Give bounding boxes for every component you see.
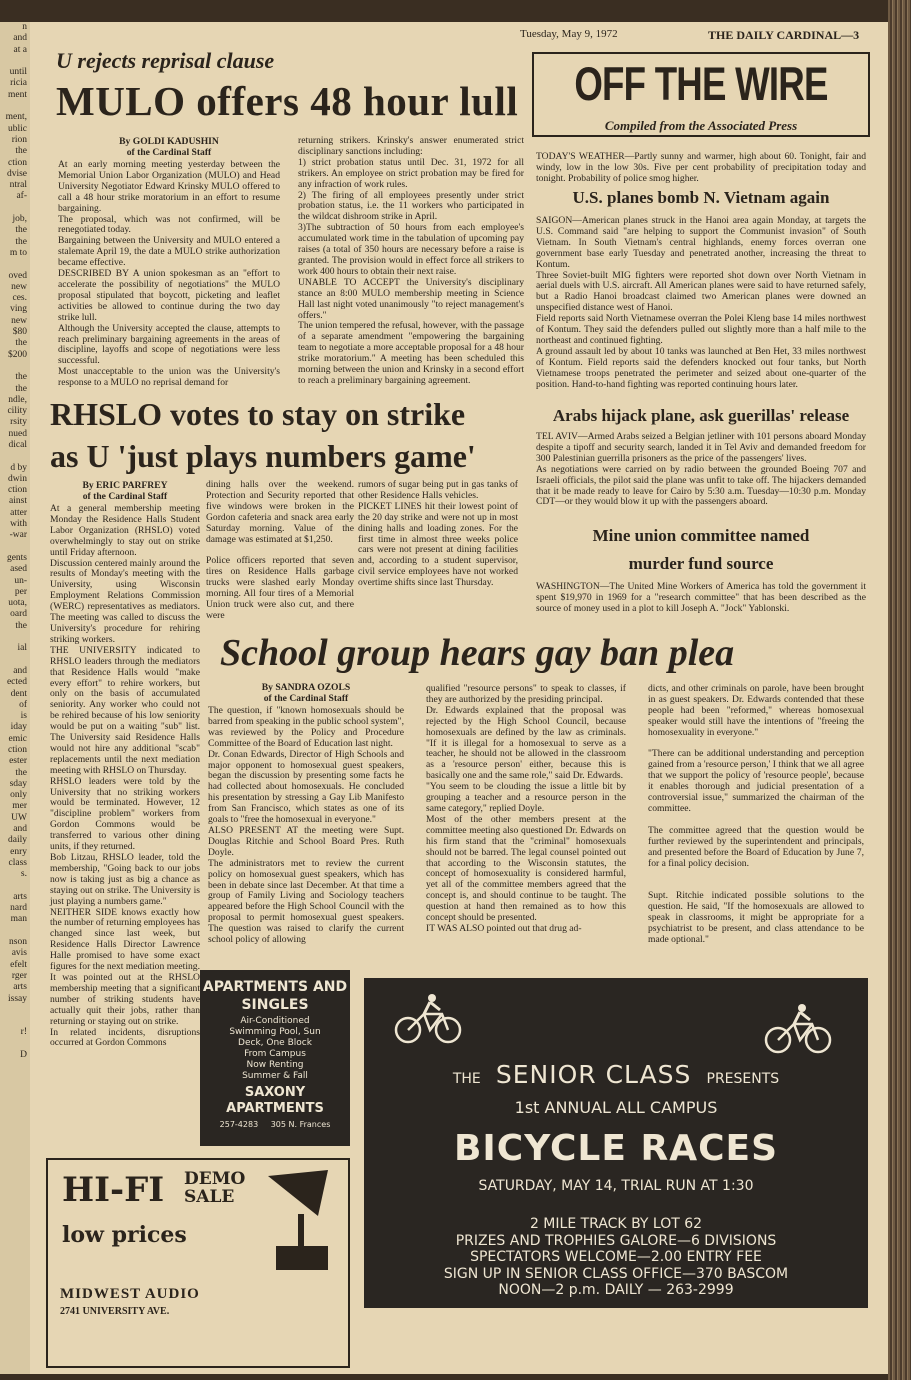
apartments-feature-line: Deck, One Block — [238, 1038, 312, 1048]
gay-column-1 — [208, 682, 404, 946]
strip-fragment: n — [22, 22, 27, 32]
strip-fragment: with — [10, 519, 27, 530]
hifi-demo: DEMO — [184, 1169, 246, 1189]
bicycle-date: SATURDAY, MAY 14, TRIAL RUN AT 1:30 — [478, 1178, 754, 1194]
strip-fragment: avis — [11, 948, 27, 959]
strip-fragment: until — [9, 67, 27, 78]
strip-fragment: ublic — [8, 123, 27, 134]
hifi-ad — [46, 1158, 350, 1368]
cyclist-icon-left — [394, 992, 464, 1044]
strip-fragment: new — [11, 281, 27, 292]
rhslo-text-2: dining halls over the weekend. Protection and Security reported that five windows were broken in the Gordon cafeteria and snack area early Saturday morning. Value of the damage was estimated at $1,250. Police officers reported that seven tires on Residence Halls garbage trucks were slashed early Monday morning. All four tires of a Memorial Union truck were also cut, and there were — [206, 479, 354, 621]
bicycle-line-1: 2 MILE TRACK BY LOT 62 — [529, 1216, 703, 1232]
left-page-edge-strip — [0, 22, 30, 1374]
strip-fragment: mer — [12, 801, 27, 812]
strip-fragment: ricia — [10, 78, 27, 89]
apartments-name: SAXONY APARTMENTS — [226, 1085, 324, 1116]
strip-fragment: af- — [16, 191, 27, 202]
apartments-phone: 257-4283 — [219, 1120, 259, 1129]
strip-fragment: d by — [10, 462, 27, 473]
apartments-ad — [200, 970, 350, 1146]
bicycle-presenter: SENIOR CLASS — [495, 1060, 692, 1089]
hijack-headline: Arabs hijack plane, ask guerillas' release — [552, 406, 850, 425]
strip-fragment: the — [15, 383, 27, 394]
strip-fragment — [0, 655, 30, 666]
strip-fragment: m to — [9, 247, 27, 258]
gay-byline: By SANDRA OZOLS of the Cardinal Staff — [261, 682, 351, 704]
hifi-title: HI-FI — [62, 1170, 165, 1210]
apartments-features — [200, 1016, 350, 1082]
strip-fragment: s. — [20, 869, 27, 880]
strip-fragment: only — [10, 790, 27, 801]
gay-ban-headline: School group hears gay ban plea — [220, 632, 735, 674]
issue-date: Tuesday, May 9, 1972 — [520, 28, 618, 40]
mulo-headline: MULO offers 48 hour lull — [56, 78, 519, 124]
strip-fragment: iday — [10, 722, 27, 733]
strip-fragment: at a — [13, 44, 27, 55]
strip-fragment: nued — [8, 428, 27, 439]
rhslo-byline: By ERIC PARFREY of the Cardinal Staff — [82, 480, 168, 502]
off-the-wire-box — [532, 52, 870, 137]
strip-fragment — [0, 101, 30, 112]
bicycle-title: BICYCLE RACES — [453, 1128, 779, 1169]
mulo-kicker: U rejects reprisal clause — [56, 48, 275, 73]
strip-fragment: new — [11, 315, 27, 326]
bicycle-line-3: SPECTATORS WELCOME—2.00 ENTRY FEE — [470, 1249, 762, 1265]
strip-fragment: dical — [8, 439, 27, 450]
off-the-wire-subtitle: Compiled from the Associated Press — [604, 118, 798, 133]
strip-fragment: ntral — [9, 180, 27, 191]
strip-fragment: enry — [10, 846, 27, 857]
strip-fragment: rsity — [10, 417, 27, 428]
strip-fragment: dvise — [6, 168, 27, 179]
hifi-address: 2741 UNIVERSITY AVE. — [60, 1306, 170, 1317]
strip-fragment: cility — [7, 406, 27, 417]
strip-fragment: is — [20, 711, 27, 722]
apartments-feature-line: From Campus — [244, 1049, 306, 1059]
strip-fragment: ment, — [5, 112, 27, 123]
mulo-column-2 — [298, 136, 524, 387]
strip-fragment: un- — [14, 575, 27, 586]
strip-fragment: ction — [8, 485, 27, 496]
strip-fragment — [0, 632, 30, 643]
off-the-wire-title: OFF THE WIRE — [574, 57, 828, 110]
strip-fragment — [0, 203, 30, 214]
strip-fragment: the — [15, 146, 27, 157]
rhslo-text-3: rumors of sugar being put in gas tanks of other Residence Halls vehicles. PICKET LINES hit their lowest point of the 20 day strike and were not up in most dining halls and loading zones. For the first time in almost three weeks police cars were not present at dining facilities and, according to a student supervisor, civil service employees have not worked overtime shifts since last Thursday. — [358, 479, 518, 589]
strip-fragment — [0, 881, 30, 892]
bicycle-races-ad — [364, 978, 868, 1308]
strip-fragment: the — [15, 620, 27, 631]
weather-report: TODAY'S WEATHER—Partly sunny and warmer, high about 60. Tonight, fair and windy, low in the low 30s. Five per cent probability of precipitation today and tonight. Probability of police smog higher. — [536, 151, 866, 184]
bicycle-subtitle: 1st ANNUAL ALL CAMPUS — [514, 1098, 718, 1117]
bicycle-line-5: NOON—2 p.m. DAILY — 263-2999 — [498, 1282, 734, 1298]
strip-fragment: ving — [10, 304, 27, 315]
strip-fragment: arts — [13, 982, 27, 993]
strip-fragment: ces. — [12, 293, 27, 304]
bicycle-presents: PRESENTS — [706, 1071, 780, 1087]
strip-fragment: ected — [6, 677, 27, 688]
mine-headline-2: murder fund source — [628, 554, 774, 573]
strip-fragment: atter — [10, 507, 27, 518]
strip-fragment: the — [15, 767, 27, 778]
strip-fragment: of — [19, 699, 27, 710]
strip-fragment: dwin — [8, 473, 27, 484]
gay-text-3: dicts, and other criminals on parole, have been brought in as guest speakers. Dr. Edwards contended that these people had been "reformed," whereas homosexual speaker would still have the intentions of "freeing the homosexuality in everyone." "There can be additional understanding and perception gained from a 'resource person,' I think that we all agree that we support the policy of 'resource people', because it enables thorough and judicial presentation of a controversial issue," summarized the chairman of the committee. The committee agreed that the question would be further reviewed by the superintendent and principals, and presented before the Board of Education by June 7, for a final policy decision. Supt. Ritchie indicated possible solutions to the question. He said, "If the homosexuals are allowed to speak in classrooms, it might be appropriate for a psychiatrist to be present, and class attendance to be made optional." — [648, 683, 864, 945]
strip-fragment: per — [14, 586, 27, 597]
apartments-title: APARTMENTS AND SINGLES — [202, 979, 348, 1013]
mine-headline-1: Mine union committee named — [592, 526, 810, 545]
apartments-feature-line: Air-Conditioned — [240, 1016, 310, 1026]
rhslo-headline-1: RHSLO votes to stay on strike — [50, 396, 466, 432]
strip-fragment — [0, 1005, 30, 1016]
bicycle-the: THE — [452, 1071, 481, 1087]
strip-fragment: issay — [8, 993, 27, 1004]
apartments-feature-line: Swimming Pool, Sun — [229, 1027, 321, 1037]
strip-fragment: and — [13, 665, 27, 676]
strip-fragment: dent — [10, 688, 27, 699]
rhslo-column-1 — [50, 480, 200, 1049]
cyclist-icon-right — [764, 1002, 834, 1054]
strip-fragment — [0, 451, 30, 462]
vietnam-story: SAIGON—American planes struck in the Hanoi area again Monday, at targets the U.S. Command said "are helping to support the Communist invasion" of South Vietnam. In South Vietnam's central highlands, enemy forces overran one government base early Tuesday and penetrated another, increasing the threat to Kontum. Three Soviet-built MIG fighters were reported shot down over North Vietnam in aerial duels with U.S. aircraft. All American planes were said to have returned safely, but a Radio Hanoi broadcast claimed two American planes were downed an unspecified distance west of Hanoi. Field reports said North Vietnamese overran the Polei Kleng base 14 miles northwest of Kontum. They said the defenders pulled out slightly more than a half mile to the northeast and continued fighting. A ground assault led by about 10 tanks was launched at Ben Het, 33 miles northwest of Kontum. Field reports said the defenders knocked out four tanks, but North Vietnamese troops penetrated the perimeter and seized about one-quarter of the position. Hand-to-hand fighting was reported continuing hours later. — [536, 215, 866, 390]
strip-fragment: oard — [10, 609, 27, 620]
apartments-feature-line: Summer & Fall — [242, 1071, 308, 1081]
strip-fragment: rion — [11, 134, 27, 145]
hifi-tagline: low prices — [62, 1222, 187, 1248]
strip-fragment: uota, — [8, 598, 27, 609]
mulo-text-2: returning strikers. Krinsky's answer enumerated strict disciplinary sanctions including: 1) strict probation status until Dec. 31, 1972 for all strikers. An employee on strict probation may be fired for any infraction of work rules. 2) The firing of all employees presently under strict probation status, i.e. the 11 workers who participated in the wildcat dishroom strike in April. 3)The subtraction of 50 hours from each employee's accumulated work time in the tabulation of upcoming pay raises (a total of 350 hours are necessary before a raise is granted. The provision would in effect force all strikers to work 400 hours to obtain their next raise. UNABLE TO ACCEPT the University's disciplinary stance an 8:00 MULO membership meeting in Science Hall last night voted unanimously "to reject management's offers." The union tempered the refusal, however, with the passage of a separate amendment "empowering the bargaining team to negotiate a more acceptable proposal for a 48 hour strike moratorium." A meeting has been scheduled this morning between the union and Krinsky in a second effort to reach a preliminary bargaining agreement. — [298, 135, 524, 386]
strip-fragment: gents — [6, 552, 27, 563]
strip-fragment: and — [13, 824, 27, 835]
strip-fragment — [0, 56, 30, 67]
gramophone-icon — [258, 1166, 342, 1276]
masthead: THE DAILY CARDINAL—3 — [708, 28, 860, 42]
apartments-address: 305 N. Frances — [270, 1120, 331, 1129]
rhslo-headline-2: as U 'just plays numbers game' — [50, 438, 476, 474]
strip-fragment — [0, 361, 30, 372]
strip-fragment: the — [15, 372, 27, 383]
book-binding — [888, 0, 911, 1380]
strip-fragment: the — [15, 338, 27, 349]
strip-fragment: the — [15, 236, 27, 247]
strip-fragment: man — [10, 914, 27, 925]
mulo-text-1: At an early morning meeting yesterday between the Memorial Union Labor Organization (MULO) and Head University Negotiator Edward Krinsky MULO offered to call a 48 hour strike moratorium in an effort to resume bargaining. The proposal, which was not confirmed, will be renegotiated today. Bargaining between the University and MULO entered a stalemate April 19, the date a MULO strike authorization became effective. DESCRIBED BY A union spokesman as an "effort to accelerate the possibility of negotiations" the MULO proposal stipulated that boycott, picketing and leaflet activities be allowed to continue during the two day strike lull. Although the University accepted the clause, attempts to reach preliminary bargaining agreements in the areas of discipline, layoffs and scope of negotiations were less successful. Most unacceptable to the union was the University's response to a MULO no reprisal demand for — [58, 159, 280, 389]
mine-story: WASHINGTON—The United Mine Workers of America has told the government it spent $19,970 in 1969 for a "research committee" that has been described as the source of money used in a plot to kill Joseph A. "Jock" Yablonski. — [536, 581, 866, 614]
strip-fragment: efelt — [10, 959, 27, 970]
strip-fragment: sday — [9, 778, 27, 789]
hifi-store: MIDWEST AUDIO — [60, 1286, 200, 1302]
gay-text-1: The question, if "known homosexuals should be barred from speaking in the public school system", was reviewed by the Policy and Procedure Committee of the Board of Education last night. Dr. Conan Edwards, Director of High Schools and major opponent to homosexual guest speakers, began the discussion by presenting some facts he had collected about homosexuals. He concluded his presentation by stressing a Gay Lib Manifesto from San Francisco, which states as one of its goals to "free the homosexual in everyone." ALSO PRESENT AT the meeting were Supt. Douglas Ritchie and School Board Pres. Ruth Doyle. The administrators met to review the current policy on homosexual guest speakers, which has been in debate since last December. At that time a group of Family Living and Sociology teachers appeared before the High School Council with the proposal to permit homosexual guest speakers. The question was raised to clarify the current school policy of allowing — [208, 705, 404, 946]
strip-fragment — [0, 259, 30, 270]
strip-fragment — [0, 926, 30, 937]
strip-fragment: nson — [9, 937, 27, 948]
strip-fragment: class — [8, 857, 27, 868]
strip-fragment: the — [15, 225, 27, 236]
strip-fragment — [0, 542, 30, 553]
strip-fragment: $80 — [12, 327, 27, 338]
strip-fragment: nard — [10, 903, 27, 914]
strip-fragment: and — [13, 33, 27, 44]
strip-fragment: ased — [10, 564, 27, 575]
strip-fragment: ction — [8, 157, 27, 168]
strip-fragment: ment — [8, 89, 27, 100]
strip-fragment: oved — [8, 270, 27, 281]
strip-fragment: ial — [17, 643, 27, 654]
strip-fragment: job, — [12, 214, 27, 225]
strip-fragment: ndle, — [8, 394, 27, 405]
strip-fragment: ction — [8, 745, 27, 755]
mulo-column-1 — [58, 136, 280, 389]
strip-fragment: arts — [13, 891, 27, 902]
apartments-feature-line: Now Renting — [246, 1060, 304, 1070]
hifi-sale: SALE — [184, 1187, 235, 1207]
strip-fragment: r! — [20, 1027, 27, 1038]
strip-fragment: D — [20, 1050, 27, 1061]
strip-fragment: emic — [8, 733, 27, 744]
strip-fragment: UW — [11, 812, 27, 823]
hijack-story: TEL AVIV—Armed Arabs seized a Belgian jetliner with 101 persons aboard Monday despite a tipoff and security search, landed it in Tel Aviv and demanded freedom for 300 Palestinian guerrilla prisoners as the price of the passengers' lives. As negotiations were carried on by radio between the grounded Boeing 707 and Israeli officials, the pilot said the plane was unfit to take off. The hijackers demanded that it be made ready to leave for Cairo by 5:30 a.m. Tuesday—10:30 p.m. Monday CDT—or they would blow it up with the passengers aboard. — [536, 431, 866, 508]
strip-fragment: daily — [8, 835, 27, 846]
strip-fragment: rger — [11, 970, 27, 981]
strip-fragment: ester — [9, 756, 27, 767]
strip-fragment: $200 — [8, 349, 27, 360]
newspaper-page — [30, 22, 888, 1374]
rhslo-text-1: At a general membership meeting Monday the Residence Halls Student Labor Organization (RHSLO) voted overwhelmingly to stay out on strike until Friday afternoon. Discussion centered mainly around the results of Monday's meeting with the University, using Wisconsin Employment Relations Commission (WERC) representatives as mediators. The meeting was called to discuss the University's procedure for rehiring striking workers. THE UNIVERSITY indicated to RHSLO leaders through the mediators that Residence Halls would "make every effort" to rehire workers, but only on the basis of accumulated seniority. Any worker who could not be rehired because of his low seniority would be put on a waiting "sub" list. The University said Residence Halls would not hire any additional "scab" replacements until the next mediation meeting with RHSLO on Thursday. RHSLO leaders were told by the University that no striking workers would be terminated. However, 12 "discipline problem" workers from Gordon Commons would be transferred to various other dining units, if they returned. Bob Litzau, RHSLO leader, told the membership, "Going back to our jobs now is taking just as big a chance as staying out on strike. The University is just playing a numbers game." NEITHER SIDE knows exactly how the number of returning employees has changed since last week, but Residence Halls Director Lawrence Halle promised to have some exact figures for the next mediation meeting. It was pointed out at the RHSLO membership meeting that a significant number of striking students have actually quit their jobs, rather than returning or staying out on strike. In related incidents, disruptions occurred at Gordon Commons — [50, 503, 200, 1049]
bicycle-line-2: PRIZES AND TROPHIES GALORE—6 DIVISIONS — [455, 1232, 777, 1249]
mulo-byline: By GOLDI KADUSHIN of the Cardinal Staff — [119, 136, 219, 158]
strip-fragment — [0, 1016, 30, 1027]
strip-fragment — [0, 1039, 30, 1050]
strip-fragment: ainst — [9, 496, 27, 507]
gay-text-2: qualified "resource persons" to speak to classes, if they are authorized by the presiding principal. Dr. Edwards explained that the proposal was rejected by the High School Council, because homosexuals are defined by the law as criminals. "If it is illegal for a homosexual to serve as a teacher, he should not be allowed in the classroom as a 'resource person' either, because this is basically one and the same role," said Dr. Edwards. "You seem to be clouding the issue a little bit by grouping a teacher and a resource person in the same category," replied Doyle. Most of the other members present at the committee meeting also questioned Dr. Edwards on his firm stand that the "criminal" homosexuals should not be barred. The legal counsel pointed out that according to the Wisconsin statutes, the concept of homosexuality is considered harmful, yet all of the committee members agreed that the concept is, and should continue to be taught. The question at hand then remained as to how this concept should be presented. IT WAS ALSO pointed out that drug ad- — [426, 683, 626, 934]
bicycle-line-4: SIGN UP IN SENIOR CLASS OFFICE—370 BASCOM — [443, 1265, 789, 1282]
strip-fragment: -war — [9, 530, 27, 541]
vietnam-headline: U.S. planes bomb N. Vietnam again — [572, 188, 830, 207]
